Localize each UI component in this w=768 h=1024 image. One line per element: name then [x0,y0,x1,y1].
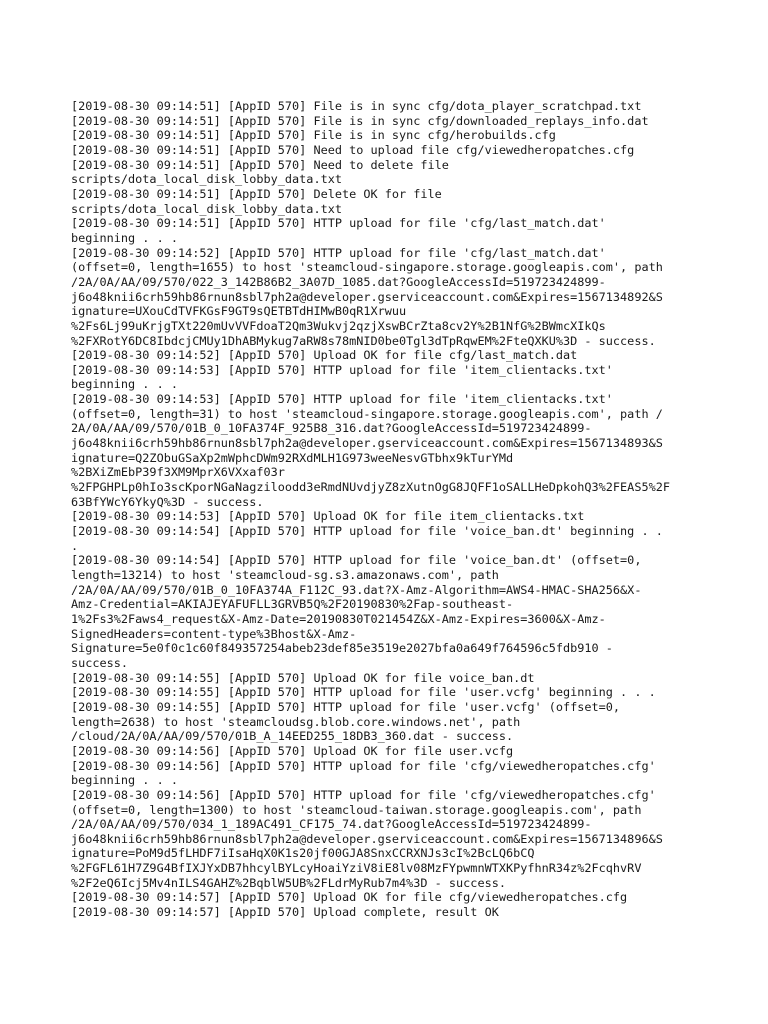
log-line: [2019-08-30 09:14:56] [AppID 570] HTTP upload for file 'cfg/viewedheropatches.cfg' [71,787,656,802]
log-line: beginning . . . [71,377,178,392]
log-line: length=2638) to host 'steamcloudsg.blob.core.windows.net', path [71,714,521,729]
log-line: Amz-Credential=AKIAJEYAFUFLL3GRVB5Q%2F20190830%2Fap-southeast- [71,597,514,612]
log-line: [2019-08-30 09:14:51] [AppID 570] Need to upload file cfg/viewedheropatches.cfg [71,142,635,157]
log-line: [2019-08-30 09:14:53] [AppID 570] Upload OK for file item_clientacks.txt [71,509,585,524]
log-line: [2019-08-30 09:14:53] [AppID 570] HTTP upload for file 'item_clientacks.txt' [71,362,613,377]
log-line: %2F2eQ6Icj5Mv4nILS4GAHZ%2BqblW5UB%2FLdrMyRub7m4%3D - success. [71,875,506,890]
log-line: [2019-08-30 09:14:51] [AppID 570] File is in sync cfg/downloaded_replays_info.dat [71,113,649,128]
log-line: success. [71,655,129,670]
log-line: [2019-08-30 09:14:51] [AppID 570] Delete OK for file [71,186,442,201]
log-line: j6o48knii6crh59hb86rnun8sbl7ph2a@developer.gserviceaccount.com&Expires=1567134893&S [71,436,663,451]
log-line: [2019-08-30 09:14:51] [AppID 570] File is in sync cfg/herobuilds.cfg [71,128,556,143]
log-line: 1%2Fs3%2Faws4_request&X-Amz-Date=20190830T021454Z&X-Amz-Expires=3600&X-Amz- [71,611,606,626]
log-line: /2A/0A/AA/09/570/034_1_189AC491_CF175_74.dat?GoogleAccessId=519723424899- [71,817,592,832]
log-line: [2019-08-30 09:14:53] [AppID 570] HTTP upload for file 'item_clientacks.txt' [71,392,613,407]
log-line: SignedHeaders=content-type%3Bhost&X-Amz- [71,626,357,641]
log-line: %2Fs6Lj99uKrjgTXt220mUvVVFdoaT2Qm3Wukvj2qzjXswBCrZta8cv2Y%2B1NfG%2BWmcXIkQs [71,318,606,333]
log-line: ignature=PoM9d5fLHDF7iIsaHqX0K1s20jf00GJA8SnxCCRXNJs3cI%2BcLQ6bCQ [71,846,535,861]
log-text [71,99,711,920]
log-line: 63BfYWcY6YkyQ%3D - success. [71,494,264,509]
log-line: %2FXRotY6DC8IbdcjCMUy1DhABMykug7aRW8s78mNID0be0Tgl3dTpRqwEM%2FteQXKU%3D - success. [71,333,656,348]
log-line: j6o48knii6crh59hb86rnun8sbl7ph2a@developer.gserviceaccount.com&Expires=1567134896&S [71,831,663,846]
log-line: . [71,538,79,553]
log-line: [2019-08-30 09:14:52] [AppID 570] HTTP upload for file 'cfg/last_match.dat' [71,245,606,260]
log-line: /2A/0A/AA/09/570/01B_0_10FA374A_F112C_93.dat?X-Amz-Algorithm=AWS4-HMAC-SHA256&X- [71,582,642,597]
log-line: ignature=UXouCdTVFKGsF9GT9sQETBTdHIMwB0qR1Xrwuu [71,304,407,319]
log-line: [2019-08-30 09:14:51] [AppID 570] HTTP upload for file 'cfg/last_match.dat' [71,216,606,231]
log-line: /cloud/2A/0A/AA/09/570/01B_A_14EED255_18DB3_360.dat - success. [71,729,514,744]
log-line: (offset=0, length=31) to host 'steamcloud-singapore.storage.googleapis.com', path / [71,406,663,421]
log-line: Signature=5e0f0c1c60f849357254abeb23def85e3519e2027bfa0a649f764596c5fdb910 - [71,641,613,656]
log-line: j6o48knii6crh59hb86rnun8sbl7ph2a@developer.gserviceaccount.com&Expires=1567134892&S [71,289,663,304]
log-line: (offset=0, length=1655) to host 'steamcloud-singapore.storage.googleapis.com', path [71,260,663,275]
log-line: /2A/0A/AA/09/570/022_3_142B86B2_3A07D_1085.dat?GoogleAccessId=519723424899- [71,274,606,289]
log-line: beginning . . . [71,773,178,788]
log-line: (offset=0, length=1300) to host 'steamcloud-taiwan.storage.googleapis.com', path [71,802,642,817]
log-line: %2FGFL61H7Z9G4BfIXJYxDB7hhcylBYLcyHoaiYziV8iE8lv08MzFYpwmnWTXKPyfhnR34z%2FcqhvRV [71,861,642,876]
log-line: [2019-08-30 09:14:55] [AppID 570] HTTP upload for file 'user.vcfg' (offset=0, [71,699,621,714]
log-line: [2019-08-30 09:14:55] [AppID 570] Upload OK for file voice_ban.dt [71,670,535,685]
log-line: length=13214) to host 'steamcloud-sg.s3.amazonaws.com', path [71,568,499,582]
log-line: [2019-08-30 09:14:55] [AppID 570] HTTP upload for file 'user.vcfg' beginning . . . [71,685,656,700]
log-line: [2019-08-30 09:14:51] [AppID 570] Need to delete file [71,157,449,172]
log-line: %2BXiZmEbP39f3XM9MprX6VXxaf03r [71,465,285,480]
log-line: 2A/0A/AA/09/570/01B_0_10FA374F_925B8_316.dat?GoogleAccessId=519723424899- [71,421,592,436]
log-line: %2FPGHPLp0hIo3scKporNGaNagziloodd3eRmdNUvdjyZ8zXutnOgG8JQFF1oSALLHeDpkohQ3%2FEAS5%2F [71,480,670,495]
log-line: [2019-08-30 09:14:52] [AppID 570] Upload OK for file cfg/last_match.dat [71,348,578,363]
log-line: [2019-08-30 09:14:57] [AppID 570] Upload complete, result OK [71,905,499,920]
log-line: [2019-08-30 09:14:54] [AppID 570] HTTP upload for file 'voice_ban.dt' beginning . . [71,524,663,539]
log-line: [2019-08-30 09:14:56] [AppID 570] HTTP upload for file 'cfg/viewedheropatches.cfg' [71,758,656,773]
log-line: [2019-08-30 09:14:51] [AppID 570] File is in sync cfg/dota_player_scratchpad.txt [71,99,642,113]
log-line: [2019-08-30 09:14:54] [AppID 570] HTTP upload for file 'voice_ban.dt' (offset=0, [71,553,642,568]
log-line: [2019-08-30 09:14:57] [AppID 570] Upload OK for file cfg/viewedheropatches.cfg [71,890,628,905]
log-line: beginning . . . [71,230,178,245]
log-line: scripts/dota_local_disk_lobby_data.txt [71,201,342,216]
log-line: [2019-08-30 09:14:56] [AppID 570] Upload OK for file user.vcfg [71,743,514,758]
log-line: scripts/dota_local_disk_lobby_data.txt [71,172,342,187]
log-line: ignature=Q2ZObuGSaXp2mWphcDWm92RXdMLH1G973weeNesvGTbhx9kTurYMd [71,450,514,465]
